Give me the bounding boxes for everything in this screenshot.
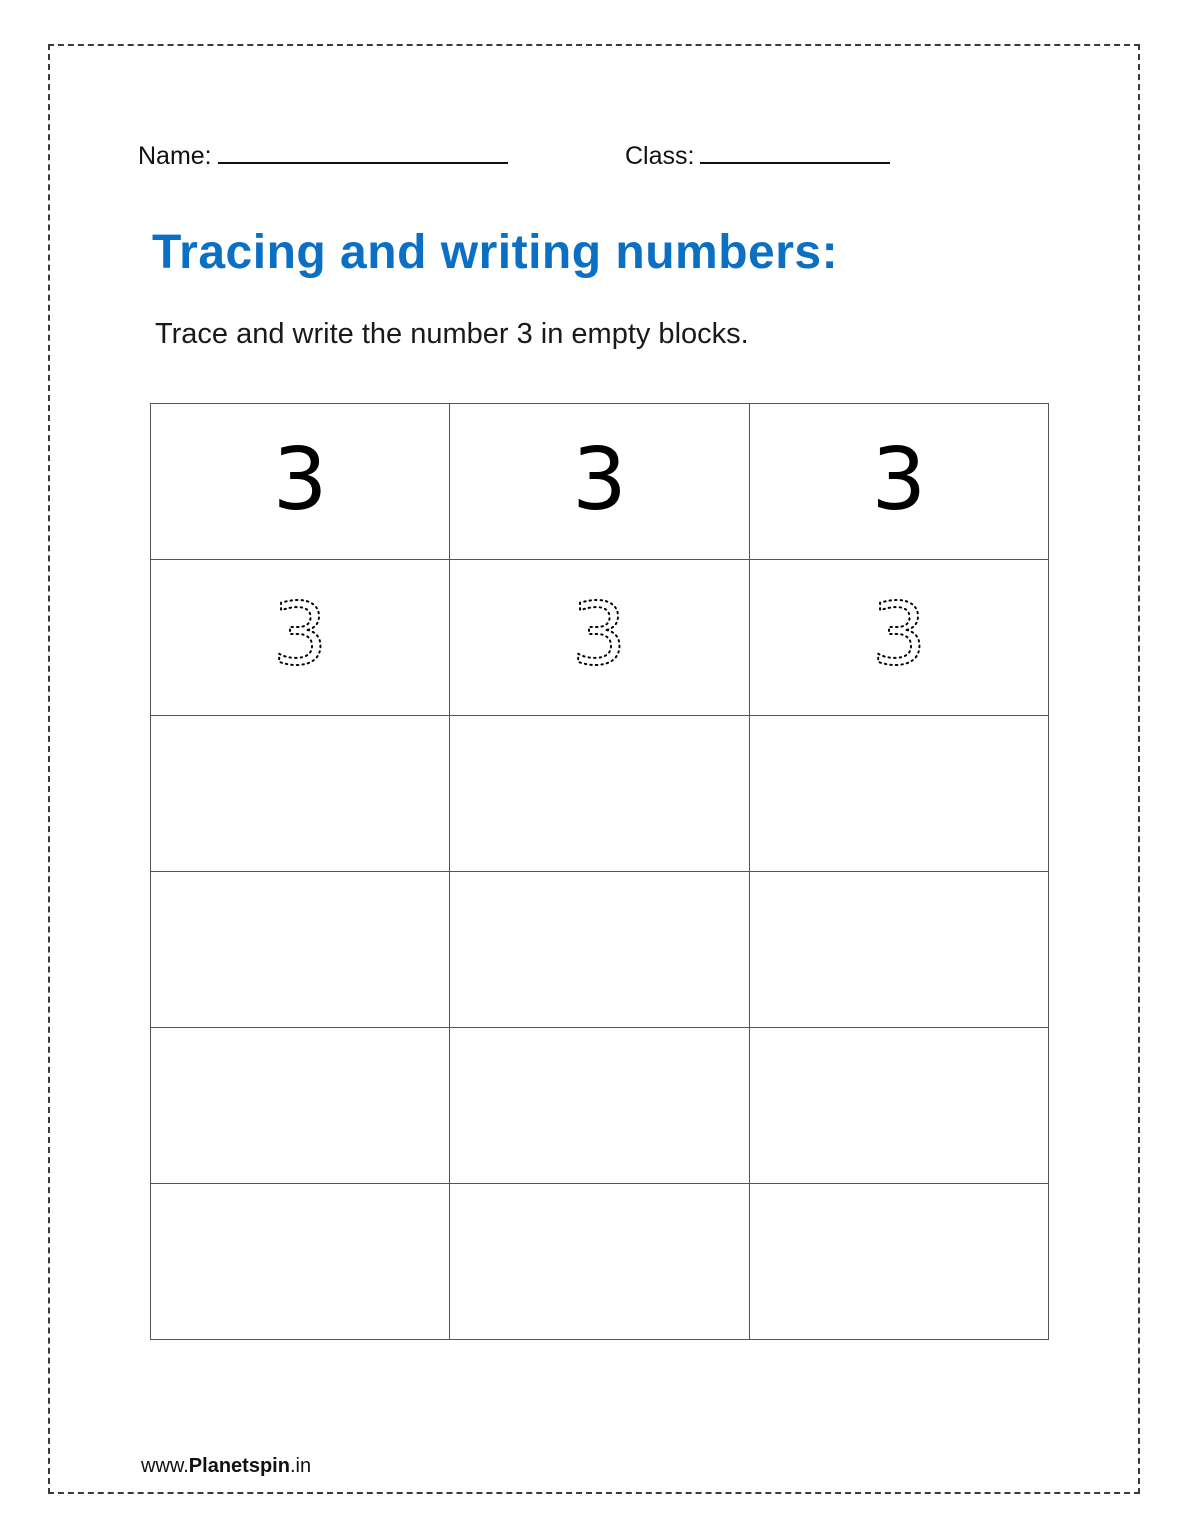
grid-cell[interactable] — [750, 1028, 1049, 1184]
name-label: Name: — [138, 142, 212, 170]
name-field[interactable] — [138, 142, 508, 171]
footer-brand: Planetspin — [188, 1455, 290, 1477]
grid-cell[interactable] — [450, 1028, 749, 1184]
grid-cell[interactable] — [750, 716, 1049, 872]
class-label: Class: — [625, 142, 695, 170]
footer-website — [141, 1455, 311, 1478]
grid-cell[interactable] — [750, 872, 1049, 1028]
trace-digit — [265, 592, 335, 684]
grid-cell[interactable] — [450, 716, 749, 872]
grid-cell[interactable] — [450, 560, 749, 716]
grid-cell[interactable] — [750, 560, 1049, 716]
model-digit: 3 — [871, 429, 927, 530]
class-input-line[interactable] — [700, 142, 890, 164]
grid-cell[interactable] — [151, 1028, 450, 1184]
grid-cell[interactable] — [151, 872, 450, 1028]
model-digit: 3 — [572, 429, 627, 530]
grid-cell[interactable] — [151, 404, 450, 560]
grid-cell[interactable] — [151, 560, 450, 716]
page-title: Tracing and writing numbers: — [152, 226, 839, 279]
trace-digit-glyph: 3 — [272, 591, 328, 684]
trace-digit-glyph: 3 — [572, 591, 627, 684]
student-info-row — [138, 142, 938, 184]
trace-digit-glyph: 3 — [871, 591, 927, 684]
footer-prefix: www. — [141, 1455, 189, 1477]
grid-cell[interactable] — [450, 404, 749, 560]
instruction-text: Trace and write the number 3 in empty blocks. — [155, 318, 749, 350]
tracing-grid — [150, 403, 1049, 1340]
grid-cell[interactable] — [151, 716, 450, 872]
name-input-line[interactable] — [218, 142, 508, 164]
grid-cell[interactable] — [151, 1184, 450, 1340]
grid-cell[interactable] — [450, 872, 749, 1028]
grid-cell[interactable] — [450, 1184, 749, 1340]
trace-digit — [864, 592, 934, 684]
class-field[interactable] — [625, 142, 890, 171]
grid-cell[interactable] — [750, 404, 1049, 560]
footer-suffix: .in — [289, 1455, 312, 1477]
trace-digit — [564, 592, 634, 684]
model-digit: 3 — [272, 429, 328, 530]
grid-cell[interactable] — [750, 1184, 1049, 1340]
